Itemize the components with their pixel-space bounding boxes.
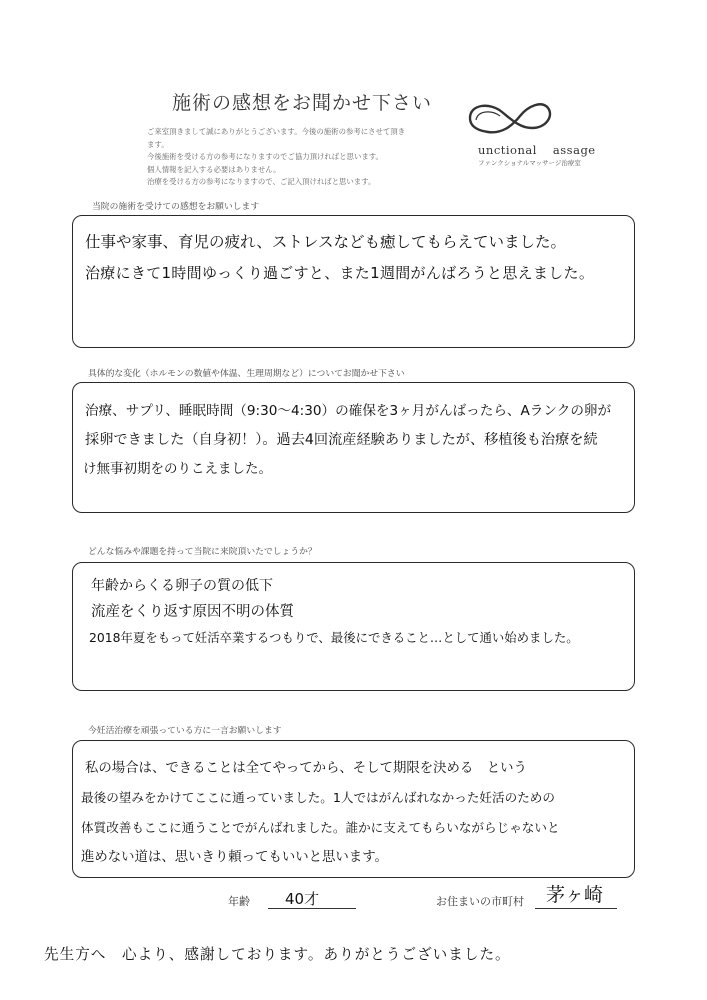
answer-line: 最後の望みをかけてここに通っていました。1人ではがんばれなかった妊活のための	[81, 790, 555, 805]
logo-wordmark	[478, 143, 596, 157]
intro-text	[147, 126, 407, 189]
answer-line: け無事初期をのりこえました。	[83, 461, 272, 477]
question-3: どんな悩みや課題を持って当院に来院頂いたでしょうか？	[88, 547, 317, 557]
question-2: 具体的な変化（ホルモンの数値や体温、生理周期など）についてお聞かせ下さい	[88, 369, 405, 379]
logo-word-1: unctional	[478, 143, 537, 157]
answer-box-2	[72, 382, 635, 513]
question-1: 当院の施術を受けての感想をお願いします	[92, 202, 260, 212]
answer-box-1	[72, 215, 635, 348]
infinity-logo-icon	[462, 98, 572, 138]
intro-line: 今後施術を受ける方の参考になりますのでご協力頂ければと思います。	[147, 152, 383, 162]
answer-line: 治療、サプリ、睡眠時間（9:30〜4:30）の確保を3ヶ月がんばったら、Aランクの卵が	[85, 403, 612, 419]
city-value: 茅ヶ崎	[546, 884, 604, 906]
answer-line: 仕事や家事、育児の疲れ、ストレスなども癒してもらえていました。	[85, 233, 566, 251]
answer-line: 私の場合は、できることは全てやってから、そして期限を決める という	[85, 761, 527, 776]
answer-line: 流産をくり返す原因不明の体質	[91, 604, 294, 620]
intro-line: 治療を受ける方の参考になりますので、ご記入頂ければと思います。	[147, 177, 376, 187]
intro-line: ご来室頂きまして誠にありがとうございます。今後の施術の参考にさせて頂きます。	[147, 127, 406, 149]
question-4: 今妊活治療を頑張っている方に一言お願いします	[88, 726, 282, 736]
logo-subtitle: ファンクショナルマッサージ治療室	[478, 159, 581, 167]
answer-line: 2018年夏をもって妊活卒業するつもりで、最後にできること…として通い始めました。	[89, 630, 579, 645]
age-value: 40才	[285, 890, 320, 908]
answer-box-3	[72, 562, 635, 691]
answer-line: 採卵できました（自身初！）。過去4回流産経験ありましたが、移植後も治療を続	[85, 432, 598, 448]
answer-line: 年齢からくる卵子の質の低下	[91, 578, 273, 594]
answer-line: 体質改善もここに通うことでがんばれました。誰かに支えてもらいながらじゃないと	[81, 820, 560, 835]
city-underline	[535, 908, 617, 909]
answer-line: 治療にきて1時間ゆっくり過ごすと、また1週間がんばろうと思えました。	[85, 264, 595, 282]
intro-line: 個人情報を記入する必要はありません。	[147, 164, 281, 174]
answer-box-4	[72, 740, 635, 878]
closing-note: 先生方へ 心より、感謝しております。ありがとうございました。	[44, 946, 511, 963]
answer-line: 進めない道は、思いきり頼ってもいいと思います。	[81, 850, 388, 865]
logo-word-2: assage	[552, 143, 596, 157]
page-title: 施術の感想をお聞かせ下さい	[172, 92, 433, 114]
age-label: 年齢	[228, 895, 250, 908]
city-label: お住まいの市町村	[436, 895, 524, 908]
